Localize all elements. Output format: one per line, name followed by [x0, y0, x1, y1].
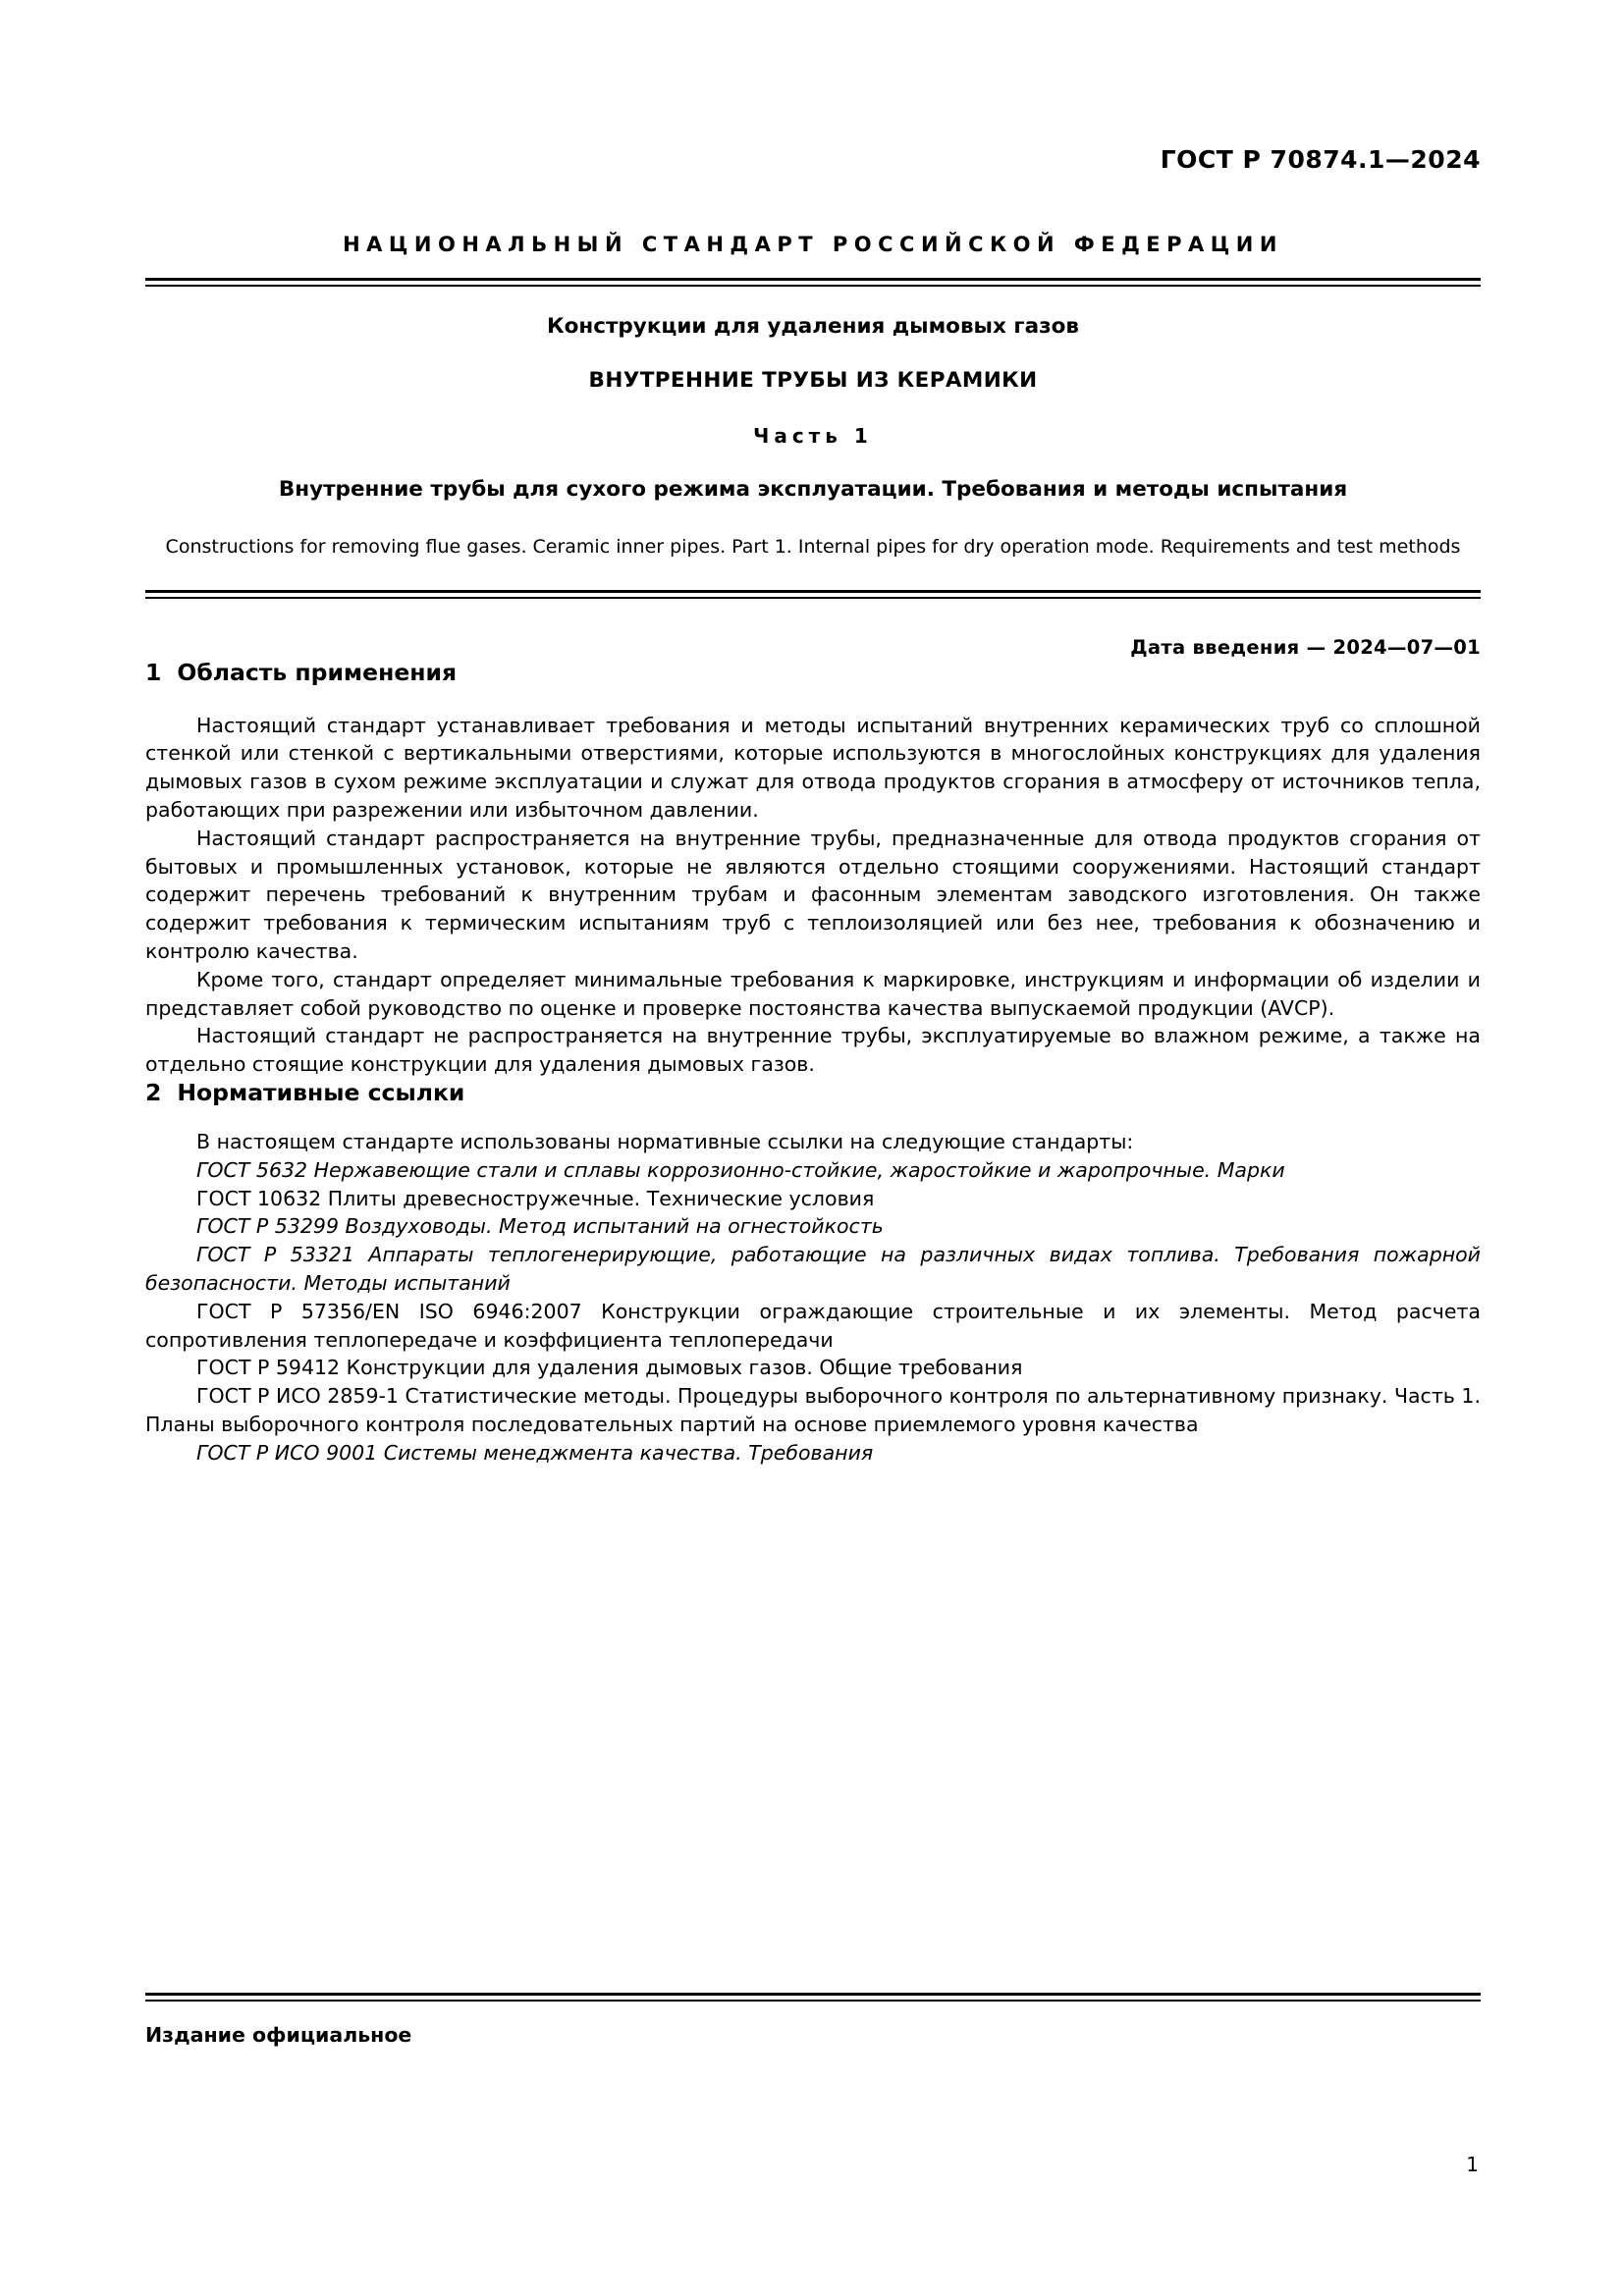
page-footer	[145, 1993, 1481, 2047]
title-line-1: Конструкции для удаления дымовых газов	[547, 314, 1079, 339]
section-heading-1	[145, 659, 1481, 686]
reference-item: ГОСТ 5632 Нержавеющие стали и сплавы коррозионно-стойкие, жаростойкие и жаропрочные. Марки	[196, 1157, 1285, 1182]
section-1-paragraph-4: Настоящий стандарт не распространяется на внутренние трубы, эксплуатируемые во влажном режиме, а также на отдельно стоящие конструкции для удаления дымовых газов.	[145, 1024, 1481, 1077]
title-block	[145, 287, 1481, 561]
introduction-date: Дата введения — 2024—07—01	[1130, 635, 1481, 659]
page-number: 1	[1466, 2153, 1479, 2176]
title-rule-thin	[145, 597, 1481, 599]
footer-rule-thin	[145, 2000, 1481, 2002]
section-1-paragraph-1: Настоящий стандарт устанавливает требования и методы испытаний внутренних керамических труб со сплошной стенкой или стенкой с вертикальными отверстиями, которые используются в многослойных конструкциях для удаления дымовых газов в сухом режиме эксплуатации и служат для отвода продуктов сгорания в атмосферу от источников тепла, работающих при разрежении или избыточном давлении.	[145, 713, 1481, 823]
title-line-2: ВНУТРЕННИЕ ТРУБЫ ИЗ КЕРАМИКИ	[588, 368, 1038, 393]
reference-item: ГОСТ 10632 Плиты древесностружечные. Технические условия	[196, 1186, 875, 1210]
reference-item: ГОСТ Р ИСО 2859-1 Статистические методы. Процедуры выборочного контроля по альтернативному признаку. Часть 1. Планы выборочного контроля последовательных партий на основе приемлемого уровня качества	[145, 1384, 1481, 1436]
footer-rule-thick	[145, 1993, 1481, 1996]
reference-item: ГОСТ Р 57356/EN ISO 6946:2007 Конструкции ограждающие строительные и их элементы. Метод расчета сопротивления теплопередаче и коэффициента теплопередачи	[145, 1299, 1481, 1352]
section-heading-2	[145, 1079, 1481, 1106]
national-standard-label: НАЦИОНАЛЬНЫЙ СТАНДАРТ РОССИЙСКОЙ ФЕДЕРАЦИИ	[343, 233, 1283, 256]
title-line-3: Внутренние трубы для сухого режима эксплуатации. Требования и методы испытания	[278, 477, 1348, 502]
section-1-number: 1	[145, 658, 162, 686]
document-code: ГОСТ Р 70874.1—2024	[1160, 145, 1481, 174]
title-part: Часть 1	[753, 424, 873, 448]
title-english: Constructions for removing flue gases. Ceramic inner pipes. Part 1. Internal pipes for dry operation mode. Requirements and test methods	[165, 536, 1461, 558]
section-1-title: Область применения	[177, 658, 458, 686]
section-2-title: Нормативные ссылки	[177, 1079, 465, 1106]
reference-item: ГОСТ Р 53299 Воздуховоды. Метод испытаний на огнестойкость	[196, 1214, 884, 1239]
title-rule-thick	[145, 590, 1481, 593]
page-content	[145, 0, 1481, 1468]
top-rule-thick	[145, 278, 1481, 281]
section-1-paragraph-3: Кроме того, стандарт определяет минимальные требования к маркировке, инструкциям и информации об изделии и представляет собой руководство по оценке и проверке постоянства качества выпускаемой продукции (AVCP).	[145, 967, 1481, 1020]
references-intro: В настоящем стандарте использованы нормативные ссылки на следующие стандарты:	[196, 1130, 1134, 1153]
section-2-number: 2	[145, 1079, 162, 1106]
reference-item: ГОСТ Р 53321 Аппараты теплогенерирующие, работающие на различных видах топлива. Требования пожарной безопасности. Методы испытаний	[145, 1243, 1481, 1295]
normative-references-list	[145, 1128, 1481, 1468]
section-1-paragraph-2: Настоящий стандарт распространяется на внутренние трубы, предназначенные для отвода продуктов сгорания от бытовых и промышленных установок, которые не являются отдельно стоящими сооружениями. Настоящий стандарт содержит перечень требований к внутренним трубам и фасонным элементам заводского изготовления. Он также содержит требования к термическим испытаниям труб с теплоизоляцией или без нее, требования к обозначению и контролю качества.	[145, 826, 1481, 964]
official-edition-note: Издание официальное	[145, 2023, 412, 2047]
reference-item: ГОСТ Р 59412 Конструкции для удаления дымовых газов. Общие требования	[196, 1356, 1023, 1380]
reference-item: ГОСТ Р ИСО 9001 Системы менеджмента качества. Требования	[196, 1440, 874, 1465]
